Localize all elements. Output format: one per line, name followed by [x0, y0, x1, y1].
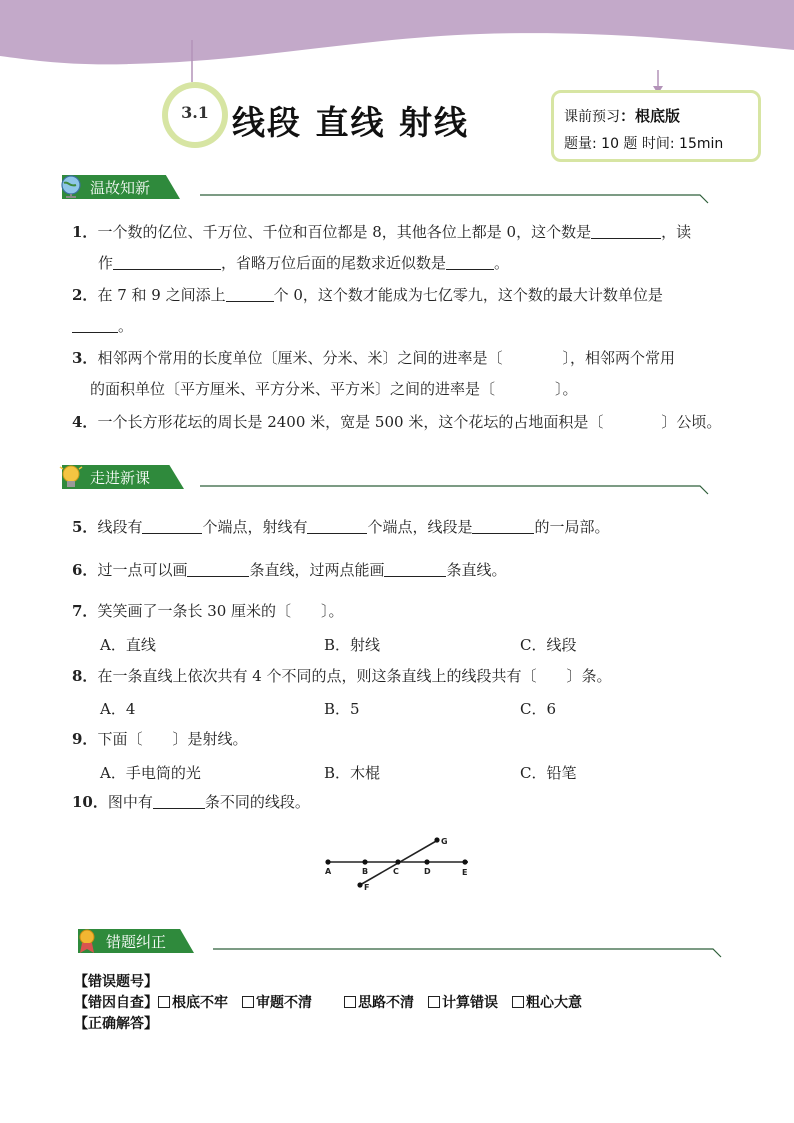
question-text: ，读 [661, 223, 692, 241]
question-number: 7． [72, 602, 98, 620]
checkbox-icon [428, 996, 440, 1008]
info-time: 时间: 15min [641, 136, 724, 152]
question-text: ，省略万位后面的尾数求近似数是 [221, 254, 447, 272]
question-text: 条直线。 [446, 561, 507, 579]
section-header-new-lesson [62, 465, 184, 489]
question-text: 。 [118, 317, 134, 335]
answer-blank[interactable] [472, 519, 534, 534]
label-b: B [362, 867, 369, 876]
question-text: 下面〔 〕是射线。 [97, 730, 248, 748]
cause-label: 根底不牢 [172, 995, 228, 1011]
option-b[interactable]: B．射线 [324, 636, 381, 654]
answer-blank[interactable] [113, 255, 221, 270]
question-text: 笑笑画了一条长 30 厘米的〔 〕。 [97, 602, 344, 620]
option-a[interactable]: A．直线 [100, 636, 156, 654]
question-text: 图中有 [107, 793, 153, 811]
option-b[interactable]: B．木棍 [324, 764, 381, 782]
question-number: 10． [72, 793, 108, 811]
checkbox-icon [158, 996, 170, 1008]
label-a: A [325, 867, 332, 876]
point-a [325, 859, 330, 864]
section-title: 温故知新 [90, 179, 151, 197]
question-1-line-2 [98, 255, 509, 271]
section-divider [213, 947, 723, 959]
option-c[interactable]: C．铅笔 [520, 764, 577, 782]
section-title: 走进新课 [90, 469, 151, 487]
checkbox-icon [512, 996, 524, 1008]
question-number: 8． [72, 667, 98, 685]
question-number: 5． [72, 518, 98, 536]
point-c [395, 859, 400, 864]
error-cause-row [74, 992, 582, 1012]
label-e: E [462, 868, 468, 877]
header-wave-banner [0, 0, 794, 90]
section-header-corrections [78, 929, 194, 953]
lightbulb-icon [58, 463, 84, 491]
label-g: G [441, 837, 448, 846]
question-number: 6． [72, 561, 98, 579]
question-4 [72, 414, 721, 430]
question-number: 9． [72, 730, 98, 748]
question-3-line-2 [90, 381, 578, 397]
question-text: 个端点，线段是 [367, 518, 473, 536]
question-text: 相邻两个常用的长度单位〔厘米、分米、米〕之间的进率是〔 [97, 349, 503, 367]
point-d [424, 859, 429, 864]
option-c[interactable]: C．6 [520, 700, 557, 718]
question-text: 在一条直线上依次共有 4 个不同的点，则这条直线上的线段共有〔 〕条。 [97, 667, 612, 685]
label-c: C [393, 867, 399, 876]
point-f [357, 882, 362, 887]
question-1-line-1 [72, 224, 691, 240]
wrong-question-number-label: 【错误题号】 [74, 974, 158, 990]
question-text: 作 [98, 254, 114, 272]
answer-blank[interactable] [187, 562, 249, 577]
option-b[interactable]: B．5 [324, 700, 360, 718]
question-2-line-1 [72, 287, 663, 303]
section-divider [200, 484, 710, 496]
cause-checkbox[interactable] [512, 995, 582, 1011]
lesson-number: 3.1 [181, 103, 209, 122]
answer-blank[interactable] [72, 318, 118, 333]
question-6 [72, 562, 506, 578]
option-a[interactable]: A．手电筒的光 [100, 764, 201, 782]
cause-checkbox[interactable] [428, 995, 498, 1011]
question-text: 线段有 [97, 518, 143, 536]
info-label: 课前预习 [564, 109, 620, 125]
question-8 [72, 668, 612, 684]
question-2-line-2 [72, 318, 133, 334]
cause-checkbox[interactable] [242, 995, 312, 1011]
point-b [362, 859, 367, 864]
globe-icon [58, 173, 84, 201]
question-text: 过一点可以画 [97, 561, 188, 579]
correct-answer-label: 【正确解答】 [74, 1016, 158, 1032]
cause-checkbox[interactable] [344, 995, 414, 1011]
label-d: D [424, 867, 431, 876]
line-segment-figure [320, 832, 480, 894]
question-text: 的一局部。 [534, 518, 610, 536]
question-text: 〕。 [555, 380, 578, 398]
checkbox-icon [242, 996, 254, 1008]
question-text: 〕，相邻两个常用 [562, 349, 675, 367]
question-text: 一个长方形花坛的周长是 2400 米，宽是 500 米，这个花坛的占地面积是〔 [97, 413, 604, 431]
question-text: 个端点，射线有 [202, 518, 308, 536]
point-g [434, 837, 439, 842]
section-header-review [62, 175, 180, 199]
question-number: 1． [72, 223, 98, 241]
cause-label: 粗心大意 [526, 995, 582, 1011]
question-text: 在 7 和 9 之间添上 [97, 286, 226, 304]
question-text: 〕公顷。 [661, 413, 722, 431]
cause-label: 审题不清 [256, 995, 312, 1011]
point-e [462, 859, 467, 864]
answer-blank[interactable] [226, 287, 274, 302]
cause-label: 计算错误 [442, 995, 498, 1011]
question-9 [72, 731, 247, 747]
info-line-2 [564, 133, 723, 153]
section-divider [200, 193, 710, 205]
error-cause-label: 【错因自查】 [74, 995, 158, 1011]
info-version: ：根底版 [620, 107, 681, 125]
info-count: 题量: 10 题 [564, 136, 638, 152]
answer-blank[interactable] [591, 224, 661, 239]
checkbox-icon [344, 996, 356, 1008]
question-text: 的面积单位〔平方厘米、平方分米、平方米〕之间的进率是〔 [90, 380, 496, 398]
question-7 [72, 603, 344, 619]
question-text: 条不同的线段。 [204, 793, 310, 811]
option-a[interactable]: A．4 [100, 700, 136, 718]
question-text: 个 0，这个数才能成为七亿零九，这个数的最大计数单位是 [273, 286, 663, 304]
page-title: 线段 直线 射线 [232, 103, 469, 142]
answer-blank[interactable] [384, 562, 446, 577]
question-number: 4． [72, 413, 98, 431]
question-text: 。 [494, 254, 510, 272]
question-text: 一个数的亿位、千万位、千位和百位都是 8，其他各位上都是 0，这个数是 [97, 223, 592, 241]
info-line-1 [564, 105, 680, 126]
cause-label: 思路不清 [358, 995, 414, 1011]
question-10 [72, 794, 310, 810]
answer-blank[interactable] [153, 794, 205, 809]
cause-checkbox[interactable] [158, 995, 228, 1011]
answer-blank[interactable] [142, 519, 202, 534]
question-3-line-1 [72, 350, 675, 366]
question-text: 条直线，过两点能画 [249, 561, 385, 579]
option-c[interactable]: C．线段 [520, 636, 577, 654]
lesson-info-box [551, 90, 761, 162]
answer-blank[interactable] [307, 519, 367, 534]
label-f: F [364, 883, 370, 892]
section-title: 错题纠正 [106, 933, 167, 951]
question-5 [72, 519, 610, 535]
question-number: 2． [72, 286, 98, 304]
medal-icon [74, 927, 100, 955]
answer-blank[interactable] [446, 255, 494, 270]
question-number: 3． [72, 349, 98, 367]
